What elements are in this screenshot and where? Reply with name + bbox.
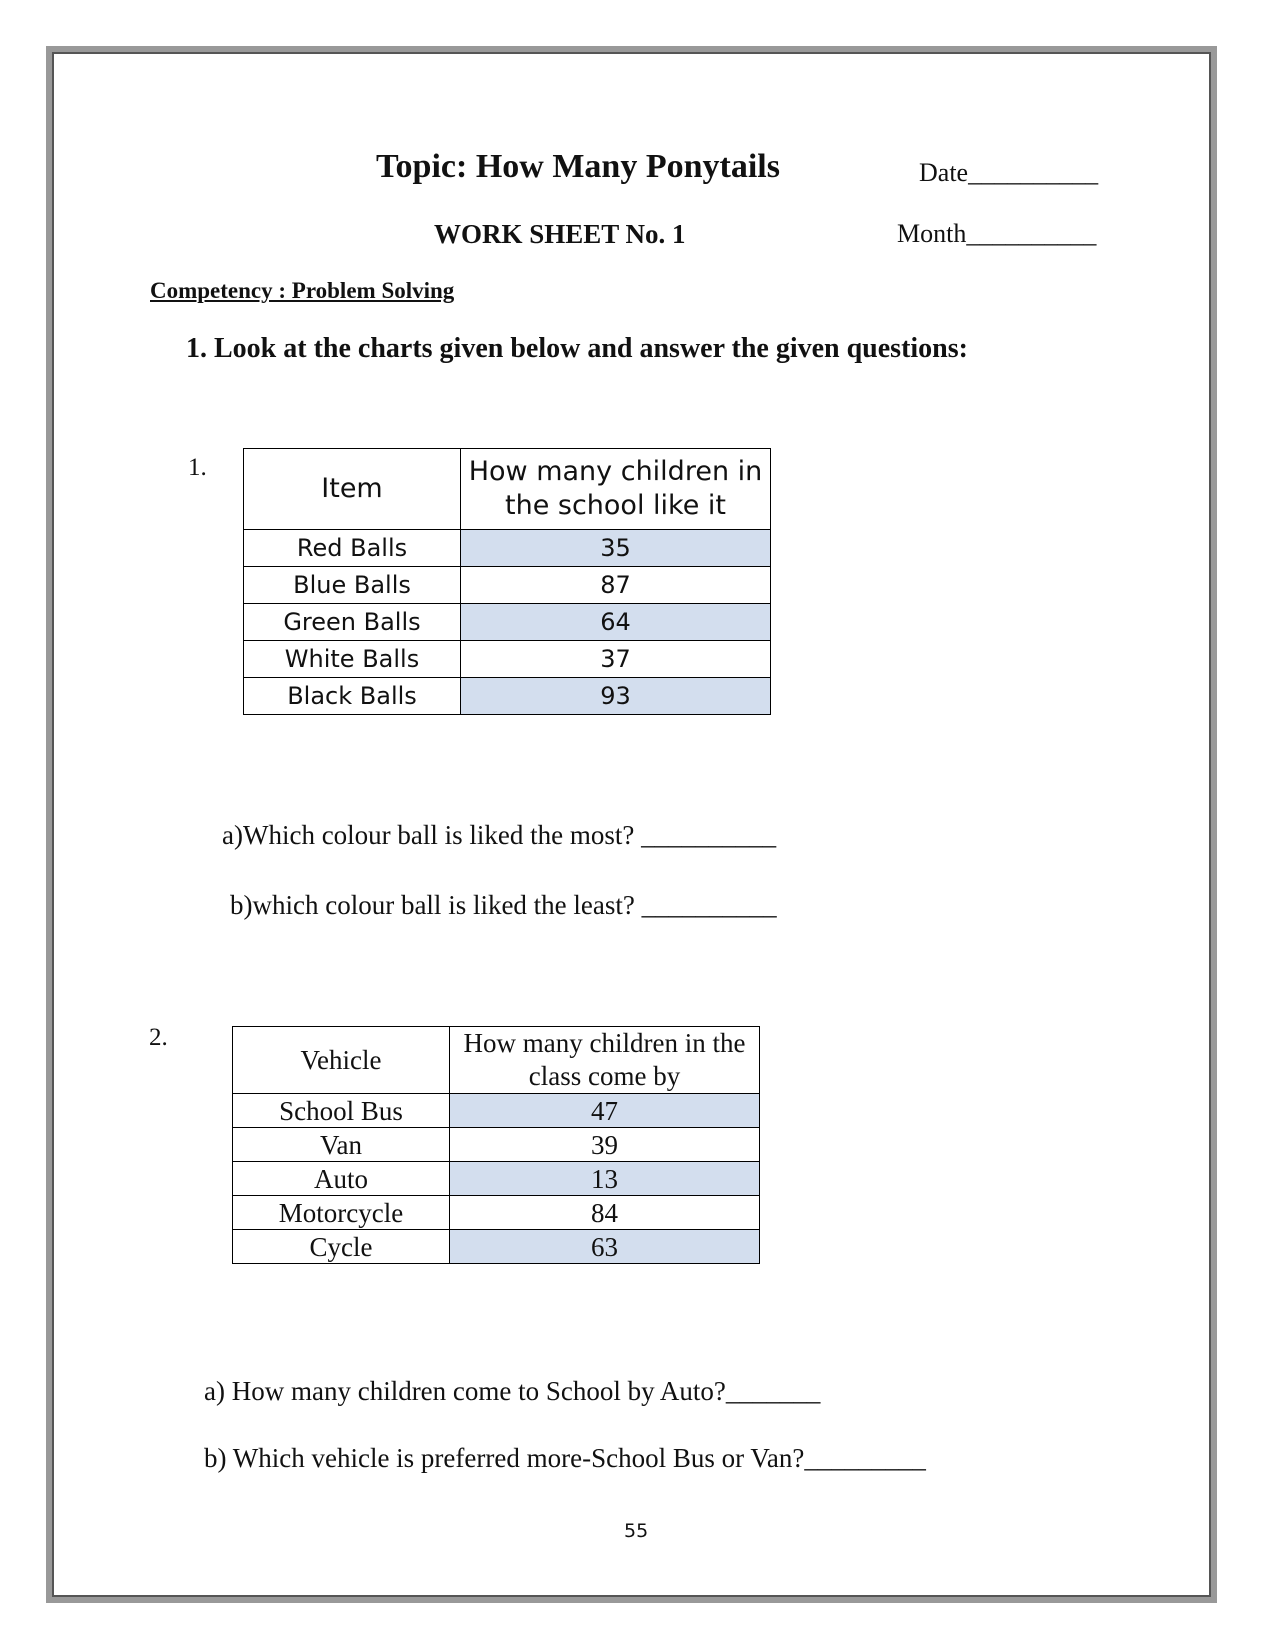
item-cell: Black Balls — [244, 678, 461, 715]
table-row — [233, 1128, 760, 1162]
value-cell: 13 — [450, 1162, 760, 1196]
value-cell: 87 — [461, 567, 771, 604]
section-2-number: 2. — [149, 1024, 168, 1051]
header-cell: Item — [244, 449, 461, 530]
question-1b: b)which colour ball is liked the least? __________ — [230, 890, 777, 920]
table-header-row — [233, 1027, 760, 1094]
balls-table — [243, 448, 771, 715]
table-row — [233, 1094, 760, 1128]
value-cell: 93 — [461, 678, 771, 715]
instruction-text: 1. Look at the charts given below and answer the given questions: — [186, 333, 968, 364]
item-cell: Motorcycle — [233, 1196, 450, 1230]
table-row — [244, 678, 771, 715]
item-cell: Red Balls — [244, 530, 461, 567]
competency-label: Competency : Problem Solving — [150, 278, 455, 303]
question-2a: a) How many children come to School by Auto?_______ — [204, 1376, 821, 1406]
table-row — [233, 1162, 760, 1196]
question-2b: b) Which vehicle is preferred more-School Bus or Van?_________ — [204, 1443, 926, 1473]
item-cell: School Bus — [233, 1094, 450, 1128]
value-cell: 47 — [450, 1094, 760, 1128]
worksheet-title: Topic: How Many Ponytails — [376, 148, 780, 185]
header-cell: How many children in the school like it — [461, 449, 771, 530]
item-cell: Auto — [233, 1162, 450, 1196]
value-cell: 64 — [461, 604, 771, 641]
table-header-row — [244, 449, 771, 530]
table-row — [244, 530, 771, 567]
worksheet-number: WORK SHEET No. 1 — [434, 219, 686, 249]
date-field: Date__________ — [919, 158, 1099, 187]
item-cell: Blue Balls — [244, 567, 461, 604]
month-field: Month__________ — [897, 219, 1097, 248]
table-row — [244, 604, 771, 641]
value-cell: 63 — [450, 1230, 760, 1264]
value-cell: 35 — [461, 530, 771, 567]
table-row — [233, 1230, 760, 1264]
value-cell: 39 — [450, 1128, 760, 1162]
header-cell: How many children in the class come by — [450, 1027, 760, 1094]
item-cell: Cycle — [233, 1230, 450, 1264]
page-number: 55 — [624, 1520, 649, 1542]
header-cell: Vehicle — [233, 1027, 450, 1094]
value-cell: 37 — [461, 641, 771, 678]
item-cell: Van — [233, 1128, 450, 1162]
question-1a: a)Which colour ball is liked the most? __________ — [222, 820, 777, 850]
item-cell: Green Balls — [244, 604, 461, 641]
item-cell: White Balls — [244, 641, 461, 678]
table-row — [244, 641, 771, 678]
table-row — [233, 1196, 760, 1230]
value-cell: 84 — [450, 1196, 760, 1230]
vehicles-table — [232, 1026, 760, 1264]
section-1-number: 1. — [188, 454, 207, 481]
table-row — [244, 567, 771, 604]
